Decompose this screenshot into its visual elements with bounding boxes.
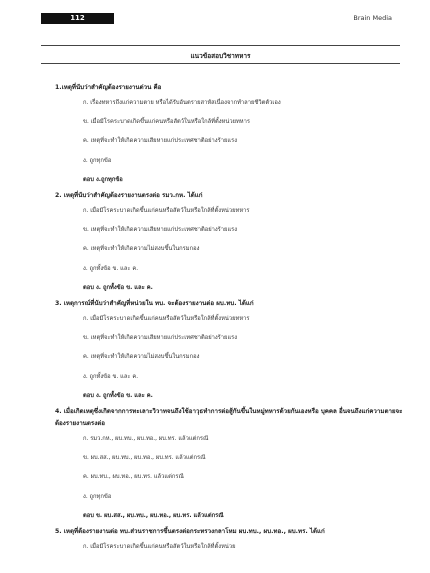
answer-key: ตอบ ง. ถูกทั้งข้อ ข. และ ค. <box>83 284 153 291</box>
answer-option: ค. เหตุที่จะทำให้เกิดความไม่สงบขึ้นในกรมกอง <box>83 246 200 253</box>
question-text: 2. เหตุที่นับว่าสำคัญต้องรายงานตรงต่อ รมว.กห. ได้แก่ <box>55 192 203 200</box>
section-title: แนวข้อสอบวิชาทหาร <box>190 52 251 60</box>
question-text: 4. เมื่อเกิดเหตุซึ่งเกิดจากการทะเลาะวิวาทจนถึงใช้อาวุธทำการต่อสู้กันขึ้นในหมู่ทหารด้วยกันเองหรือ บุคคล อื่นจนถึงแก่ความตายจะต้องรายงานตรงต่อ <box>55 408 403 428</box>
answer-option: ค. เหตุที่จะทำให้เกิดความไม่สงบขึ้นในกรมกอง <box>83 354 200 361</box>
question-text: 5. เหตุที่ต้องรายงานต่อ ทบ.ส่วนราชการขึ้นตรงต่อกระทรวงกลาโหม ผบ.ทบ., ผบ.ทอ., ผบ.ทร. ได้แก่ <box>55 528 325 536</box>
page-number-badge: 112 <box>41 13 114 24</box>
answer-option: ก. เมื่อมีโรคระบาดเกิดขึ้นแก่คนหรือสัตว์ในหรือใกล้ที่ตั้งหน่วยทหาร <box>83 208 250 215</box>
answer-key: ตอบ ง. ถูกทั้งข้อ ข. และ ค. <box>83 392 153 399</box>
brand-label: Brain Media <box>353 14 392 22</box>
section-divider-bottom <box>41 63 400 64</box>
answer-option: ก. เมื่อมีโรคระบาดเกิดขึ้นแก่คนหรือสัตว์ในหรือใกล้ที่ตั้งหน่วยทหาร <box>83 316 250 323</box>
answer-option: ง. ถูกทุกข้อ <box>83 157 112 164</box>
question-text: 1.เหตุที่นับว่าสำคัญต้องรายงานด่วน คือ <box>55 84 162 91</box>
answer-option: ง. ถูกทุกข้อ <box>83 493 112 500</box>
answer-key: ตอบ ข. ผบ.สส., ผบ.ทบ., ผบ.ทอ., ผบ.ทร. แล้วแต่กรณี <box>83 512 224 519</box>
answer-key: ตอบ ง.ถูกทุกข้อ <box>83 176 123 183</box>
answer-option: ค. ผบ.ทบ., ผบ.ทอ., ผบ.ทร. แล้วแต่กรณี <box>83 474 184 481</box>
question-list <box>55 82 405 557</box>
answer-option: ก. เมื่อมีโรคระบาดเกิดขึ้นแก่คนหรือสัตว์ในหรือใกล้ที่ตั้งหน่วย <box>83 544 236 551</box>
answer-option: ง. ถูกทั้งข้อ ข. และ ค. <box>83 265 139 272</box>
answer-option: ค. เหตุที่จะทำให้เกิดความเสียหายแก่ประเทศชาติอย่างร้ายแรง <box>83 138 238 145</box>
answer-option: ก. รมว.กห., ผบ.ทบ., ผบ.ทอ., ผบ.ทร. แล้วแต่กรณี <box>83 436 209 443</box>
answer-option: ข. เหตุที่จะทำให้เกิดความเสียหายแก่ประเทศชาติอย่างร้ายแรง <box>83 335 238 342</box>
answer-option: ข. เหตุที่จะทำให้เกิดความเสียหายแก่ประเทศชาติอย่างร้ายแรง <box>83 227 238 234</box>
section-divider-top <box>41 45 400 46</box>
answer-option: ง. ถูกทั้งข้อ ข. และ ค. <box>83 373 139 380</box>
answer-option: ก. เรื่องทหารถึงแก่ความตาย หรือได้รับอันตรายสาหัสเนื่องจากทำลายชีวิตตัวเอง <box>83 100 281 106</box>
answer-option: ข. เมื่อมีโรคระบาดเกิดขึ้นแก่คนหรือสัตว์ในหรือใกล้ที่ตั้งหน่วยทหาร <box>83 119 250 126</box>
answer-option: ข. ผบ.สส., ผบ.ทบ., ผบ.ทอ., ผบ.ทร. แล้วแต่กรณี <box>83 455 206 462</box>
question-text: 3. เหตุการณ์ที่นับว่าสำคัญที่หน่วยใน ทบ. จะต้องรายงานต่อ ผบ.ทบ. ได้แก่ <box>55 300 254 308</box>
